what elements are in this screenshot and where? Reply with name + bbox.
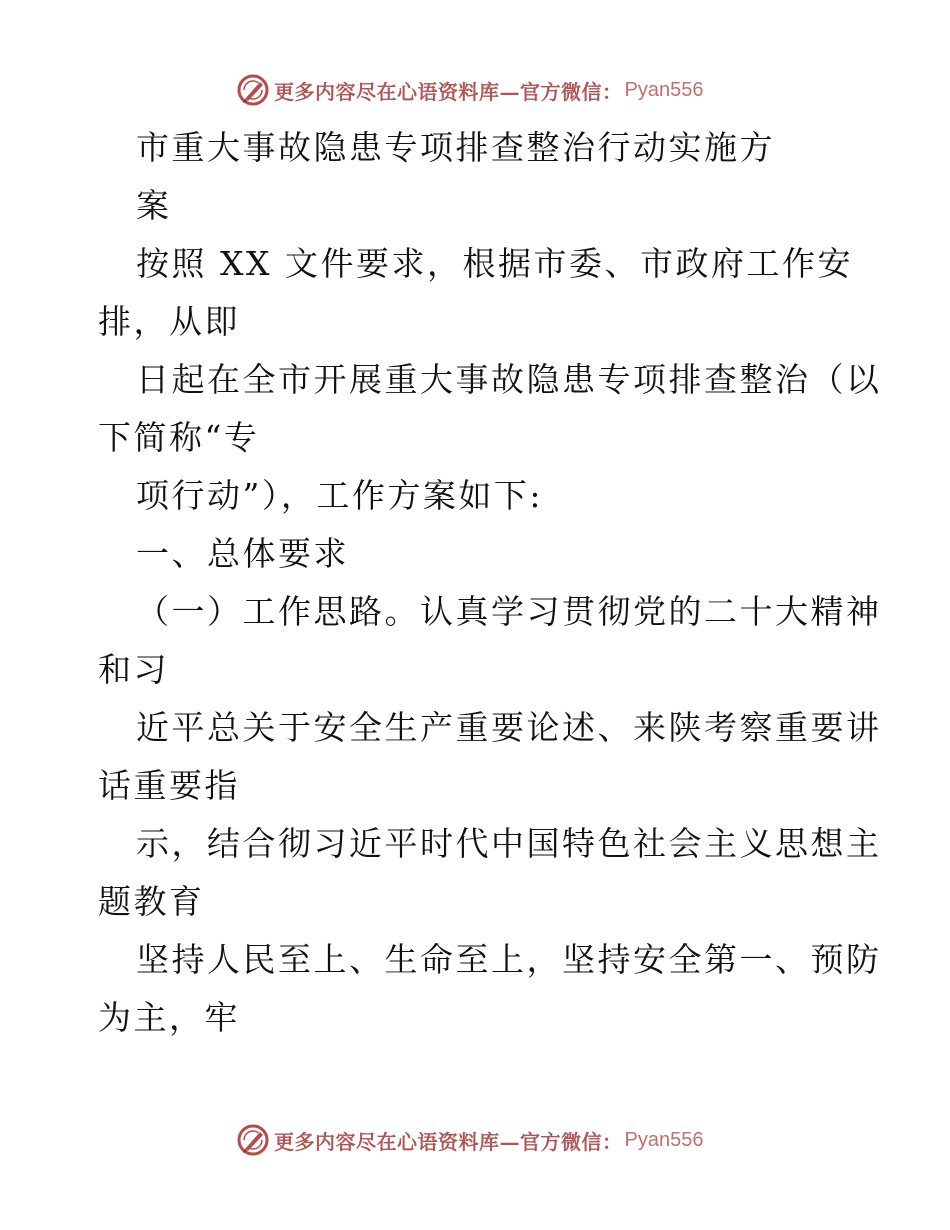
paragraph-line: 题教育 <box>98 882 205 921</box>
paragraph-line: （一）工作思路。认真学习贯彻党的二十大精神 <box>136 592 882 631</box>
footer-watermark <box>236 1122 703 1158</box>
header-watermark <box>236 72 703 108</box>
pen-logo-icon <box>236 73 270 107</box>
paragraph-line: 下简称“专 <box>98 418 260 457</box>
paragraph-line: 话重要指 <box>98 766 240 805</box>
watermark-text: 更多内容尽在心语资料库—官方微信： <box>274 1129 623 1154</box>
paragraph-line: 近平总关于安全生产重要论述、来陕考察重要讲 <box>136 708 882 747</box>
paragraph-line: 示，结合彻习近平时代中国特色社会主义思想主 <box>136 824 882 863</box>
paragraph-line: 坚持人民至上、生命至上，坚持安全第一、预防 <box>136 940 882 979</box>
watermark-wechat-id: Pyan556 <box>624 78 704 101</box>
paragraph-line: 排，从即 <box>98 302 240 341</box>
document-title-line-1: 市重大事故隐患专项排查整治行动实施方 <box>136 128 775 167</box>
watermark-text: 更多内容尽在心语资料库—官方微信： <box>274 79 623 104</box>
paragraph-line: 按照 XX 文件要求，根据市委、市政府工作安 <box>136 244 853 283</box>
paragraph-line: 项行动”），工作方案如下: <box>136 476 543 515</box>
section-heading: 一、总体要求 <box>136 534 349 573</box>
watermark-wechat-id: Pyan556 <box>624 1128 704 1151</box>
paragraph-line: 和习 <box>98 650 169 689</box>
pen-logo-icon <box>236 1123 270 1157</box>
paragraph-line: 为主，牢 <box>98 998 240 1037</box>
document-title-line-2: 案 <box>136 186 172 225</box>
paragraph-line: 日起在全市开展重大事故隐患专项排查整治（以 <box>136 360 882 399</box>
